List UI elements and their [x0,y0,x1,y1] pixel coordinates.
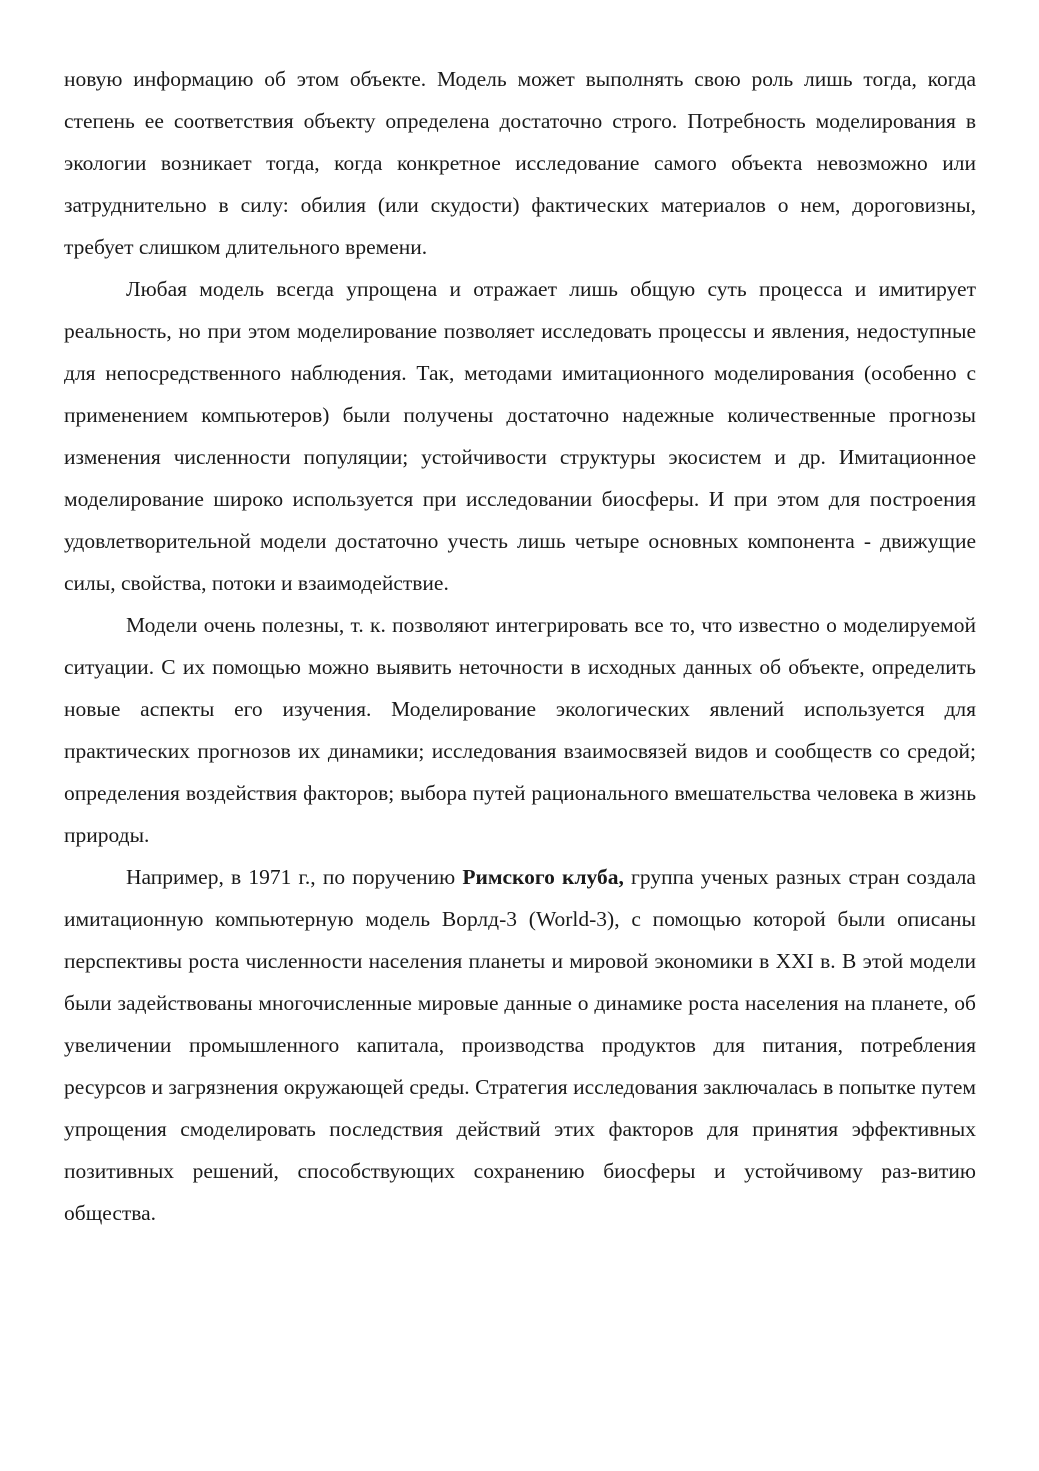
bold-term-club-of-rome: Римского клуба, [462,865,624,889]
paragraph-model-simplification: Любая модель всегда упрощена и отражает лишь общую суть процесса и имитирует реальность, но при этом моделирование позволяет исследовать процессы и явления, недоступные для непосредственного наблюдения. Так, методами имитационного моделирования (особенно с применением компьютеров) были получены достаточно надежные количественные прогнозы изменения численности популяции; устойчивости структуры экосистем и др. Имитационное моделирование широко используется при исследовании биосферы. И при этом для построения удовлетворительной модели достаточно учесть лишь четыре основных компонента - движущие силы, свойства, потоки и взаимодействие. [64,277,976,595]
document-page [64,58,976,1234]
paragraph-world3-example [64,856,976,1234]
paragraph-model-usefulness: Модели очень полезны, т. к. позволяют интегрировать все то, что известно о моделируемой ситуации. С их помощью можно выявить неточности в исходных данных об объекте, определить новые аспекты его изучения. Моделирование экологических явлений используется для практических прогнозов их динамики; исследования взаимосвязей видов и сообществ со средой; определения воздействия факторов; выбора путей рационального вмешательства человека в жизнь природы. [64,613,976,847]
paragraph-text-before-bold: Например, в 1971 г., по поручению [126,865,463,889]
paragraph-continuation: новую информацию об этом объекте. Модель может выполнять свою роль лишь тогда, когда степень ее соответствия объекту определена достаточно строго. Потребность моделирования в экологии возникает тогда, когда конкретное исследование самого объекта невозможно или затруднительно в силу: обилия (или скудости) фактических материалов о нем, дороговизны, требует слишком длительного времени. [64,67,976,259]
paragraph-text-after-bold: группа ученых разных стран создала имитационную компьютерную модель Ворлд-3 (World-3), с помощью которой были описаны перспективы роста численности населения планеты и мировой экономики в XXI в. В этой модели были задействованы многочисленные мировые данные о динамике роста населения на планете, об увеличении промышленного капитала, производства продуктов для питания, потребления ресурсов и загрязнения окружающей среды. Стратегия исследования заключалась в попытке путем упрощения смоделировать последствия действий этих факторов для принятия эффективных позитивных решений, способствующих сохранению биосферы и устойчивому раз-витию общества. [64,865,976,1225]
